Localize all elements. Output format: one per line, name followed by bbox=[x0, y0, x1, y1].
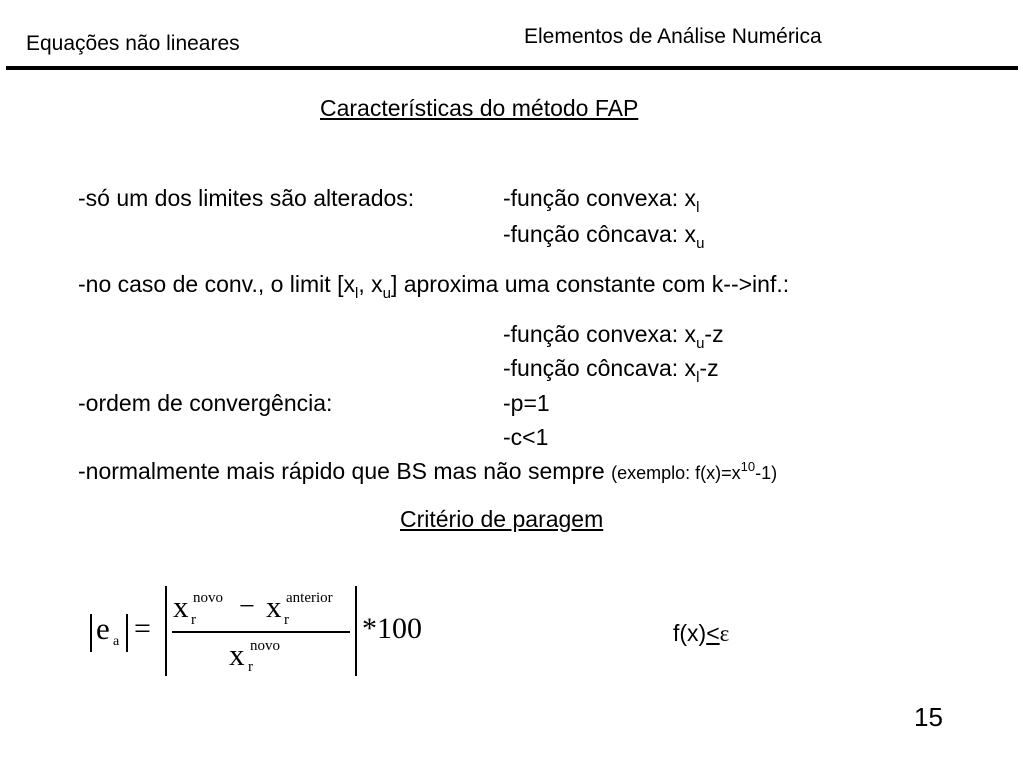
conv-case-text-b: , x bbox=[358, 271, 383, 297]
denominator-r-subscript: r bbox=[248, 659, 253, 675]
convexa-subscript: l bbox=[696, 199, 700, 216]
concava-line bbox=[503, 221, 705, 252]
header-divider bbox=[6, 66, 1018, 70]
concava2-subscript: l bbox=[696, 369, 700, 386]
criterion-fx: f(x) bbox=[673, 620, 707, 646]
numerator-novo-superscript: novo bbox=[193, 590, 223, 606]
denominator-novo-superscript: novo bbox=[250, 638, 280, 654]
header-section-title: Equações não lineares bbox=[26, 32, 240, 55]
p-value: -p=1 bbox=[503, 390, 550, 416]
conv-case-text-a: -no caso de conv., o limit [x bbox=[78, 271, 355, 297]
abs-bar-right-1 bbox=[126, 614, 128, 652]
convexa-line bbox=[503, 185, 700, 216]
numerator-x-new: x bbox=[173, 589, 189, 624]
numerator-r-subscript-1: r bbox=[191, 612, 196, 628]
formula-equals: = bbox=[134, 612, 151, 645]
criterion-epsilon: ε bbox=[719, 621, 730, 646]
concava-text: -função côncava: x bbox=[503, 221, 697, 247]
convexa2-subscript: u bbox=[696, 335, 705, 352]
numerator-anterior-superscript: anterior bbox=[286, 590, 333, 606]
normalmente-line bbox=[78, 458, 777, 485]
conv-case-subscript-2: u bbox=[382, 285, 391, 302]
abs-bar-right-2 bbox=[355, 586, 357, 676]
exemplo-text-b: -1) bbox=[755, 463, 778, 483]
exemplo-superscript: 10 bbox=[740, 459, 756, 474]
convexa2-text: -função convexa: x bbox=[503, 321, 697, 347]
concava2-line bbox=[503, 355, 719, 386]
limits-label: -só um dos limites são alterados: bbox=[78, 185, 415, 211]
convexa-text: -função convexa: x bbox=[503, 185, 697, 211]
fraction-bar bbox=[172, 631, 350, 633]
formula-times-100: *100 bbox=[362, 612, 422, 645]
normalmente-text: -normalmente mais rápido que BS mas não sempre bbox=[78, 458, 612, 484]
concava2-text: -função côncava: x bbox=[503, 355, 697, 381]
numerator-r-subscript-2: r bbox=[284, 612, 289, 628]
page-number: 15 bbox=[914, 702, 943, 732]
abs-bar-left-1 bbox=[90, 614, 92, 652]
numerator-minus: − bbox=[239, 591, 255, 622]
formula-e: e bbox=[96, 611, 110, 646]
numerator-x-old: x bbox=[266, 589, 282, 624]
exemplo-text-a: (exemplo: f(x)=x bbox=[611, 463, 741, 483]
conv-case-text-c: ] aproxima uma constante com k-->inf.: bbox=[390, 271, 790, 297]
formula-e-subscript: a bbox=[113, 634, 120, 649]
section-title-characteristics: Características do método FAP bbox=[320, 95, 639, 121]
concava2-suffix: -z bbox=[699, 355, 719, 381]
concava-subscript: u bbox=[696, 235, 705, 252]
function-criterion bbox=[673, 620, 729, 647]
convexa2-suffix: -z bbox=[704, 321, 724, 347]
header-course-title: Elementos de Análise Numérica bbox=[524, 25, 822, 48]
convexa2-line bbox=[503, 321, 724, 352]
criterion-less-equal: < bbox=[706, 620, 720, 646]
section-title-stopping-criterion: Critério de paragem bbox=[400, 506, 604, 532]
c-value: -c<1 bbox=[503, 424, 549, 450]
denominator-x: x bbox=[229, 637, 245, 672]
conv-case-subscript-1: l bbox=[354, 285, 359, 302]
conv-case-line bbox=[78, 271, 790, 302]
abs-bar-left-2 bbox=[165, 586, 167, 676]
ordem-label: -ordem de convergência: bbox=[78, 390, 333, 416]
